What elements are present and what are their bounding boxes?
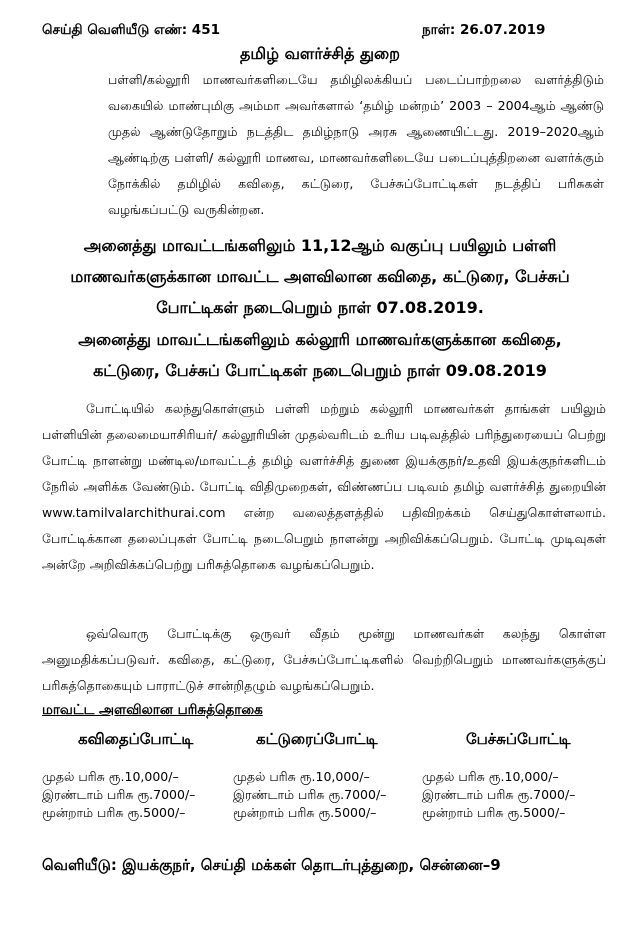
college-announcement-line: கட்டுரை, பேச்சுப் போட்டிகள் நடைபெறும் நாள் 09.08.2019 (93, 361, 547, 380)
participation-paragraph: போட்டியில் கலந்துகொள்ளும் பள்ளி மற்றும் கல்லூரி மாணவர்கள் தாங்கள் பயிலும் பள்ளியின் தலைமையாசிரியர்/ கல்லூரியின் முதல்வரிடம் உரிய படிவத்தில் பரிந்துரையைப் பெற்று போட்டி நாளன்று மண்டில/மாவட்டத் தமிழ் வளர்ச்சித் துணை இயக்குநர்/உதவி இயக்குநர்களிடம் நேரில் அளிக்க வேண்டும். போட்டி விதிமுறைகள், விண்ணப்ப படிவம் தமிழ் வளர்ச்சித் துறையின் www.tamilvalarchithurai.com என்ற வலைத்தளத்தில் பதிவிறக்கம் செய்துகொள்ளலாம். போட்டிக்கான தலைப்புகள் போட்டி நடைபெறும் நாளன்று அறிவிக்கப்பெறும். போட்டி முடிவுகள் அன்றே அறிவிக்கப்பெற்று பரிசுத்தொகை வழங்கப்பெறும். (42, 401, 606, 572)
eligibility-paragraph: ஒவ்வொரு போட்டிக்கு ஒருவர் வீதம் மூன்று மாணவர்கள் கலந்து கொள்ள அனுமதிக்கப்படுவர். கவிதை, கட்டுரை, பேச்சுப்போட்டிகளில் வெற்றிபெறும் மாணவர்களுக்குப் பரிசுத்தொகையும் பாராட்டுச் சான்றிதழும் வழங்கப்பெறும். (42, 626, 606, 693)
poetry-column-title: கவிதைப்போட்டி (78, 730, 194, 748)
release-date: நாள்: 26.07.2019 (422, 22, 546, 38)
prize-item: இரண்டாம் பரிசு ரூ.7000/– (42, 787, 196, 802)
prize-item: மூன்றாம் பரிசு ரூ.5000/– (233, 805, 377, 820)
school-announcement-line: போட்டிகள் நடைபெறும் நாள் 07.08.2019. (156, 298, 484, 317)
intro-paragraph: பள்ளி/கல்லூரி மாணவர்களிடையே தமிழிலக்கியப் படைப்பாற்றலை வளர்த்திடும் வகையில் மாண்புமிகு அம்மா அவர்களால் ‘தமிழ் மன்றம்’ 2003 – 2004ஆம் ஆண்டு முதல் ஆண்டுதோறும் நடத்திட தமிழ்நாடு அரசு ஆணையிட்டது. 2019–2020ஆம் ஆண்டிற்கு பள்ளி/ கல்லூரி மாணவ, மாணவர்களிடையே படைப்புத்திறனை வளர்க்கும் நோக்கில் தமிழில் கவிதை, கட்டுரை, பேச்சுப்போட்டிகள் நடத்திப் பரிசுகள் வழங்கப்பட்டு வருகின்றன. (108, 72, 604, 217)
college-announcement-line: அனைத்து மாவட்டங்களிலும் கல்லூரி மாணவர்களுக்கான கவிதை, (78, 330, 562, 349)
prize-item: முதல் பரிசு ரூ.10,000/– (42, 769, 179, 784)
footer-publisher: வெளியீடு: இயக்குநர், செய்தி மக்கள் தொடர்புத்துறை, சென்னை–9 (42, 856, 501, 874)
essay-column-title: கட்டுரைப்போட்டி (256, 730, 378, 748)
release-number: செய்தி வெளியீடு எண்: 451 (42, 22, 220, 38)
prize-item: முதல் பரிசு ரூ.10,000/– (422, 769, 559, 784)
prize-item: இரண்டாம் பரிசு ரூ.7000/– (233, 787, 387, 802)
essay-prize-list (233, 768, 386, 822)
prize-item: முதல் பரிசு ரூ.10,000/– (233, 769, 370, 784)
speech-prize-list (422, 768, 575, 822)
prize-item: மூன்றாம் பரிசு ரூ.5000/– (422, 805, 566, 820)
school-announcement-line: மாணவர்களுக்கான மாவட்ட அளவிலான கவிதை, கட்டுரை, பேச்சுப் (70, 267, 570, 286)
school-announcement (40, 230, 600, 323)
speech-column-title: பேச்சுப்போட்டி (466, 730, 571, 748)
poetry-prize-list (42, 768, 195, 822)
prize-item: இரண்டாம் பரிசு ரூ.7000/– (422, 787, 576, 802)
prize-item: மூன்றாம் பரிசு ரூ.5000/– (42, 805, 186, 820)
school-announcement-line: அனைத்து மாவட்டங்களிலும் 11,12ஆம் வகுப்பு பயிலும் பள்ளி (83, 236, 557, 255)
department-title: தமிழ் வளர்ச்சித் துறை (239, 44, 400, 63)
college-announcement (40, 324, 600, 386)
prize-heading: மாவட்ட அளவிலான பரிசுத்தொகை (42, 702, 263, 718)
